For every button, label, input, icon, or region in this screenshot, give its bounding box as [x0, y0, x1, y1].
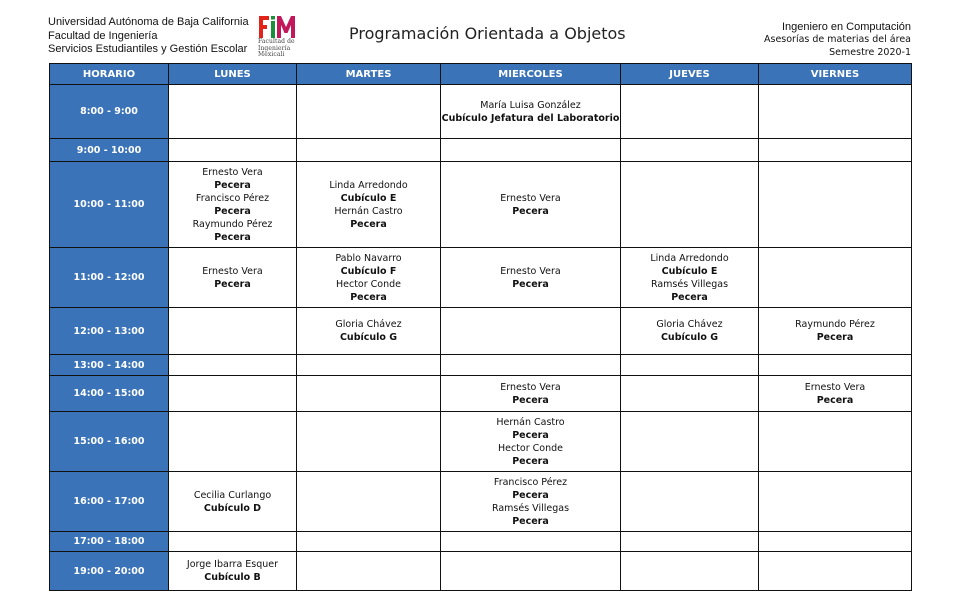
advisory-location: Pecera — [512, 205, 549, 217]
schedule-cell — [297, 85, 441, 139]
time-slot-label: 8:00 - 9:00 — [50, 85, 169, 139]
advisory-location: Pecera — [512, 455, 549, 467]
schedule-cell — [759, 376, 912, 412]
schedule-row — [50, 552, 912, 591]
schedule-cell — [169, 412, 297, 472]
time-slot-label: 11:00 - 12:00 — [50, 248, 169, 308]
advisor-name: Pablo Navarro — [335, 252, 402, 264]
column-header-lunes: LUNES — [169, 64, 297, 85]
semester-label: Semestre 2020-1 — [829, 46, 911, 58]
schedule-cell — [297, 355, 441, 376]
time-slot-label: 14:00 - 15:00 — [50, 376, 169, 412]
program-name: Ingeniero en Computación — [781, 21, 911, 33]
schedule-cell — [297, 162, 441, 248]
advisory-location: Cubículo G — [339, 332, 398, 343]
time-slot-label: 16:00 - 17:00 — [50, 472, 169, 532]
schedule-row — [50, 139, 912, 162]
faculty-name: Facultad de Ingeniería — [48, 29, 158, 42]
advisor-name: Gloria Chávez — [335, 319, 402, 330]
column-header-miercoles: MIERCOLES — [441, 64, 621, 85]
advisor-name: Hector Conde — [497, 442, 563, 454]
schedule-row — [50, 376, 912, 412]
advisor-name: Ernesto Vera — [500, 265, 561, 277]
institution-block — [48, 16, 249, 57]
schedule-cell — [759, 355, 912, 376]
schedule-cell — [621, 376, 759, 412]
schedule-subtitle: Asesorías de materias del área — [764, 34, 911, 45]
schedule-cell — [297, 472, 441, 532]
advisory-location: Cubículo D — [203, 502, 262, 514]
time-slot-label: 10:00 - 11:00 — [50, 162, 169, 248]
schedule-header-row — [50, 64, 912, 85]
advisory-location: Pecera — [512, 429, 549, 441]
advisor-name: Ernesto Vera — [500, 381, 561, 393]
schedule-cell — [621, 412, 759, 472]
fim-logo-letters — [258, 15, 296, 39]
advisory-location: Cubículo E — [661, 265, 718, 277]
advisory-location: Pecera — [512, 278, 549, 290]
schedule-row — [50, 85, 912, 139]
advisor-name: Hernán Castro — [334, 205, 403, 217]
schedule-cell — [621, 139, 759, 162]
schedule-cell — [621, 532, 759, 552]
schedule-cell — [169, 472, 297, 532]
schedule-cell — [759, 532, 912, 552]
schedule-cell — [169, 532, 297, 552]
advisory-location: Pecera — [214, 231, 251, 243]
advisory-location: Pecera — [214, 278, 251, 290]
advisor-name: Hernán Castro — [496, 416, 565, 428]
advisory-location: Cubículo Jefatura del Laboratorio — [441, 112, 620, 124]
advisor-name: Hector Conde — [335, 278, 401, 290]
schedule-cell — [441, 472, 621, 532]
fim-logo — [258, 15, 296, 57]
advisory-location: Cubículo B — [204, 572, 261, 583]
column-header-martes: MARTES — [297, 64, 441, 85]
schedule-cell — [621, 472, 759, 532]
advisor-name: Linda Arredondo — [329, 179, 408, 191]
page-title: Programación Orientada a Objetos — [349, 24, 626, 43]
schedule-cell — [621, 248, 759, 308]
advisor-name: Ernesto Vera — [804, 381, 866, 393]
schedule-row — [50, 472, 912, 532]
schedule-cell — [759, 248, 912, 308]
schedule-cell — [759, 162, 912, 248]
schedule-row — [50, 412, 912, 472]
schedule-cell — [297, 248, 441, 308]
advisory-location: Pecera — [512, 489, 549, 501]
fim-logo-caption: Facultad de Ingeniería Mexicali — [258, 38, 295, 58]
time-slot-label: 13:00 - 14:00 — [50, 355, 169, 376]
column-header-horario: HORARIO — [50, 64, 169, 85]
advisory-location: Pecera — [816, 332, 854, 343]
schedule-cell — [441, 355, 621, 376]
advisory-location: Pecera — [214, 179, 251, 191]
advisor-name: Jorge Ibarra Esquer — [186, 559, 279, 570]
schedule-cell — [169, 248, 297, 308]
advisory-location: Pecera — [816, 394, 854, 406]
schedule-cell — [759, 308, 912, 355]
advisor-name: María Luisa González — [480, 99, 581, 111]
schedule-row — [50, 308, 912, 355]
schedule-cell — [441, 139, 621, 162]
advisor-name: Ramsés Villegas — [650, 278, 729, 290]
schedule-cell — [759, 472, 912, 532]
schedule-cell — [621, 308, 759, 355]
time-slot-label: 15:00 - 16:00 — [50, 412, 169, 472]
schedule-cell — [169, 162, 297, 248]
schedule-cell — [441, 85, 621, 139]
schedule-cell — [441, 308, 621, 355]
schedule-cell — [621, 85, 759, 139]
schedule-row — [50, 355, 912, 376]
schedule-cell — [621, 355, 759, 376]
time-slot-label: 9:00 - 10:00 — [50, 139, 169, 162]
schedule-cell — [759, 85, 912, 139]
column-header-jueves: JUEVES — [621, 64, 759, 85]
advisory-location: Pecera — [350, 218, 387, 230]
advisor-name: Ramsés Villegas — [491, 502, 570, 514]
schedule-cell — [297, 532, 441, 552]
schedule-row — [50, 532, 912, 552]
schedule-cell — [297, 376, 441, 412]
advisor-name: Gloria Chávez — [656, 319, 723, 330]
university-name: Universidad Autónoma de Baja California — [48, 16, 249, 28]
schedule-cell — [441, 162, 621, 248]
advisor-name: Raymundo Pérez — [192, 218, 273, 230]
schedule-cell — [441, 412, 621, 472]
schedule-cell — [297, 552, 441, 591]
advisor-name: Raymundo Pérez — [795, 319, 875, 330]
time-slot-label: 19:00 - 20:00 — [50, 552, 169, 591]
schedule-cell — [169, 552, 297, 591]
office-name: Servicios Estudiantiles y Gestión Escolar — [48, 43, 248, 55]
schedule-cell — [297, 412, 441, 472]
advisor-name: Ernesto Vera — [500, 192, 561, 204]
advisor-name: Francisco Pérez — [493, 476, 568, 488]
column-header-viernes: VIERNES — [759, 64, 912, 85]
schedule-cell — [621, 162, 759, 248]
schedule-table — [49, 63, 912, 591]
advisor-name: Ernesto Vera — [202, 265, 263, 277]
schedule-cell — [441, 532, 621, 552]
time-slot-label: 12:00 - 13:00 — [50, 308, 169, 355]
schedule-cell — [169, 139, 297, 162]
schedule-cell — [297, 308, 441, 355]
schedule-cell — [169, 376, 297, 412]
schedule-cell — [441, 248, 621, 308]
advisory-location: Cubículo E — [340, 192, 397, 204]
schedule-row — [50, 248, 912, 308]
advisor-name: Ernesto Vera — [202, 166, 263, 178]
advisory-location: Pecera — [512, 394, 549, 406]
schedule-cell — [621, 552, 759, 591]
schedule-cell — [169, 308, 297, 355]
schedule-cell — [759, 552, 912, 591]
advisor-name: Francisco Pérez — [195, 192, 270, 204]
schedule-row — [50, 162, 912, 248]
advisory-location: Pecera — [350, 291, 387, 303]
advisory-location: Pecera — [512, 515, 549, 527]
schedule-cell — [759, 139, 912, 162]
time-slot-label: 17:00 - 18:00 — [50, 532, 169, 552]
program-block — [764, 21, 911, 59]
schedule-cell — [169, 355, 297, 376]
schedule-cell — [297, 139, 441, 162]
advisory-location: Cubículo F — [340, 265, 397, 277]
advisory-location: Pecera — [671, 291, 708, 303]
schedule-cell — [441, 552, 621, 591]
advisory-location: Cubículo G — [660, 332, 719, 343]
schedule-cell — [169, 85, 297, 139]
advisory-location: Pecera — [214, 205, 251, 217]
advisor-name: Linda Arredondo — [650, 252, 729, 264]
schedule-cell — [441, 376, 621, 412]
advisor-name: Cecilia Curlango — [193, 489, 272, 501]
schedule-cell — [759, 412, 912, 472]
